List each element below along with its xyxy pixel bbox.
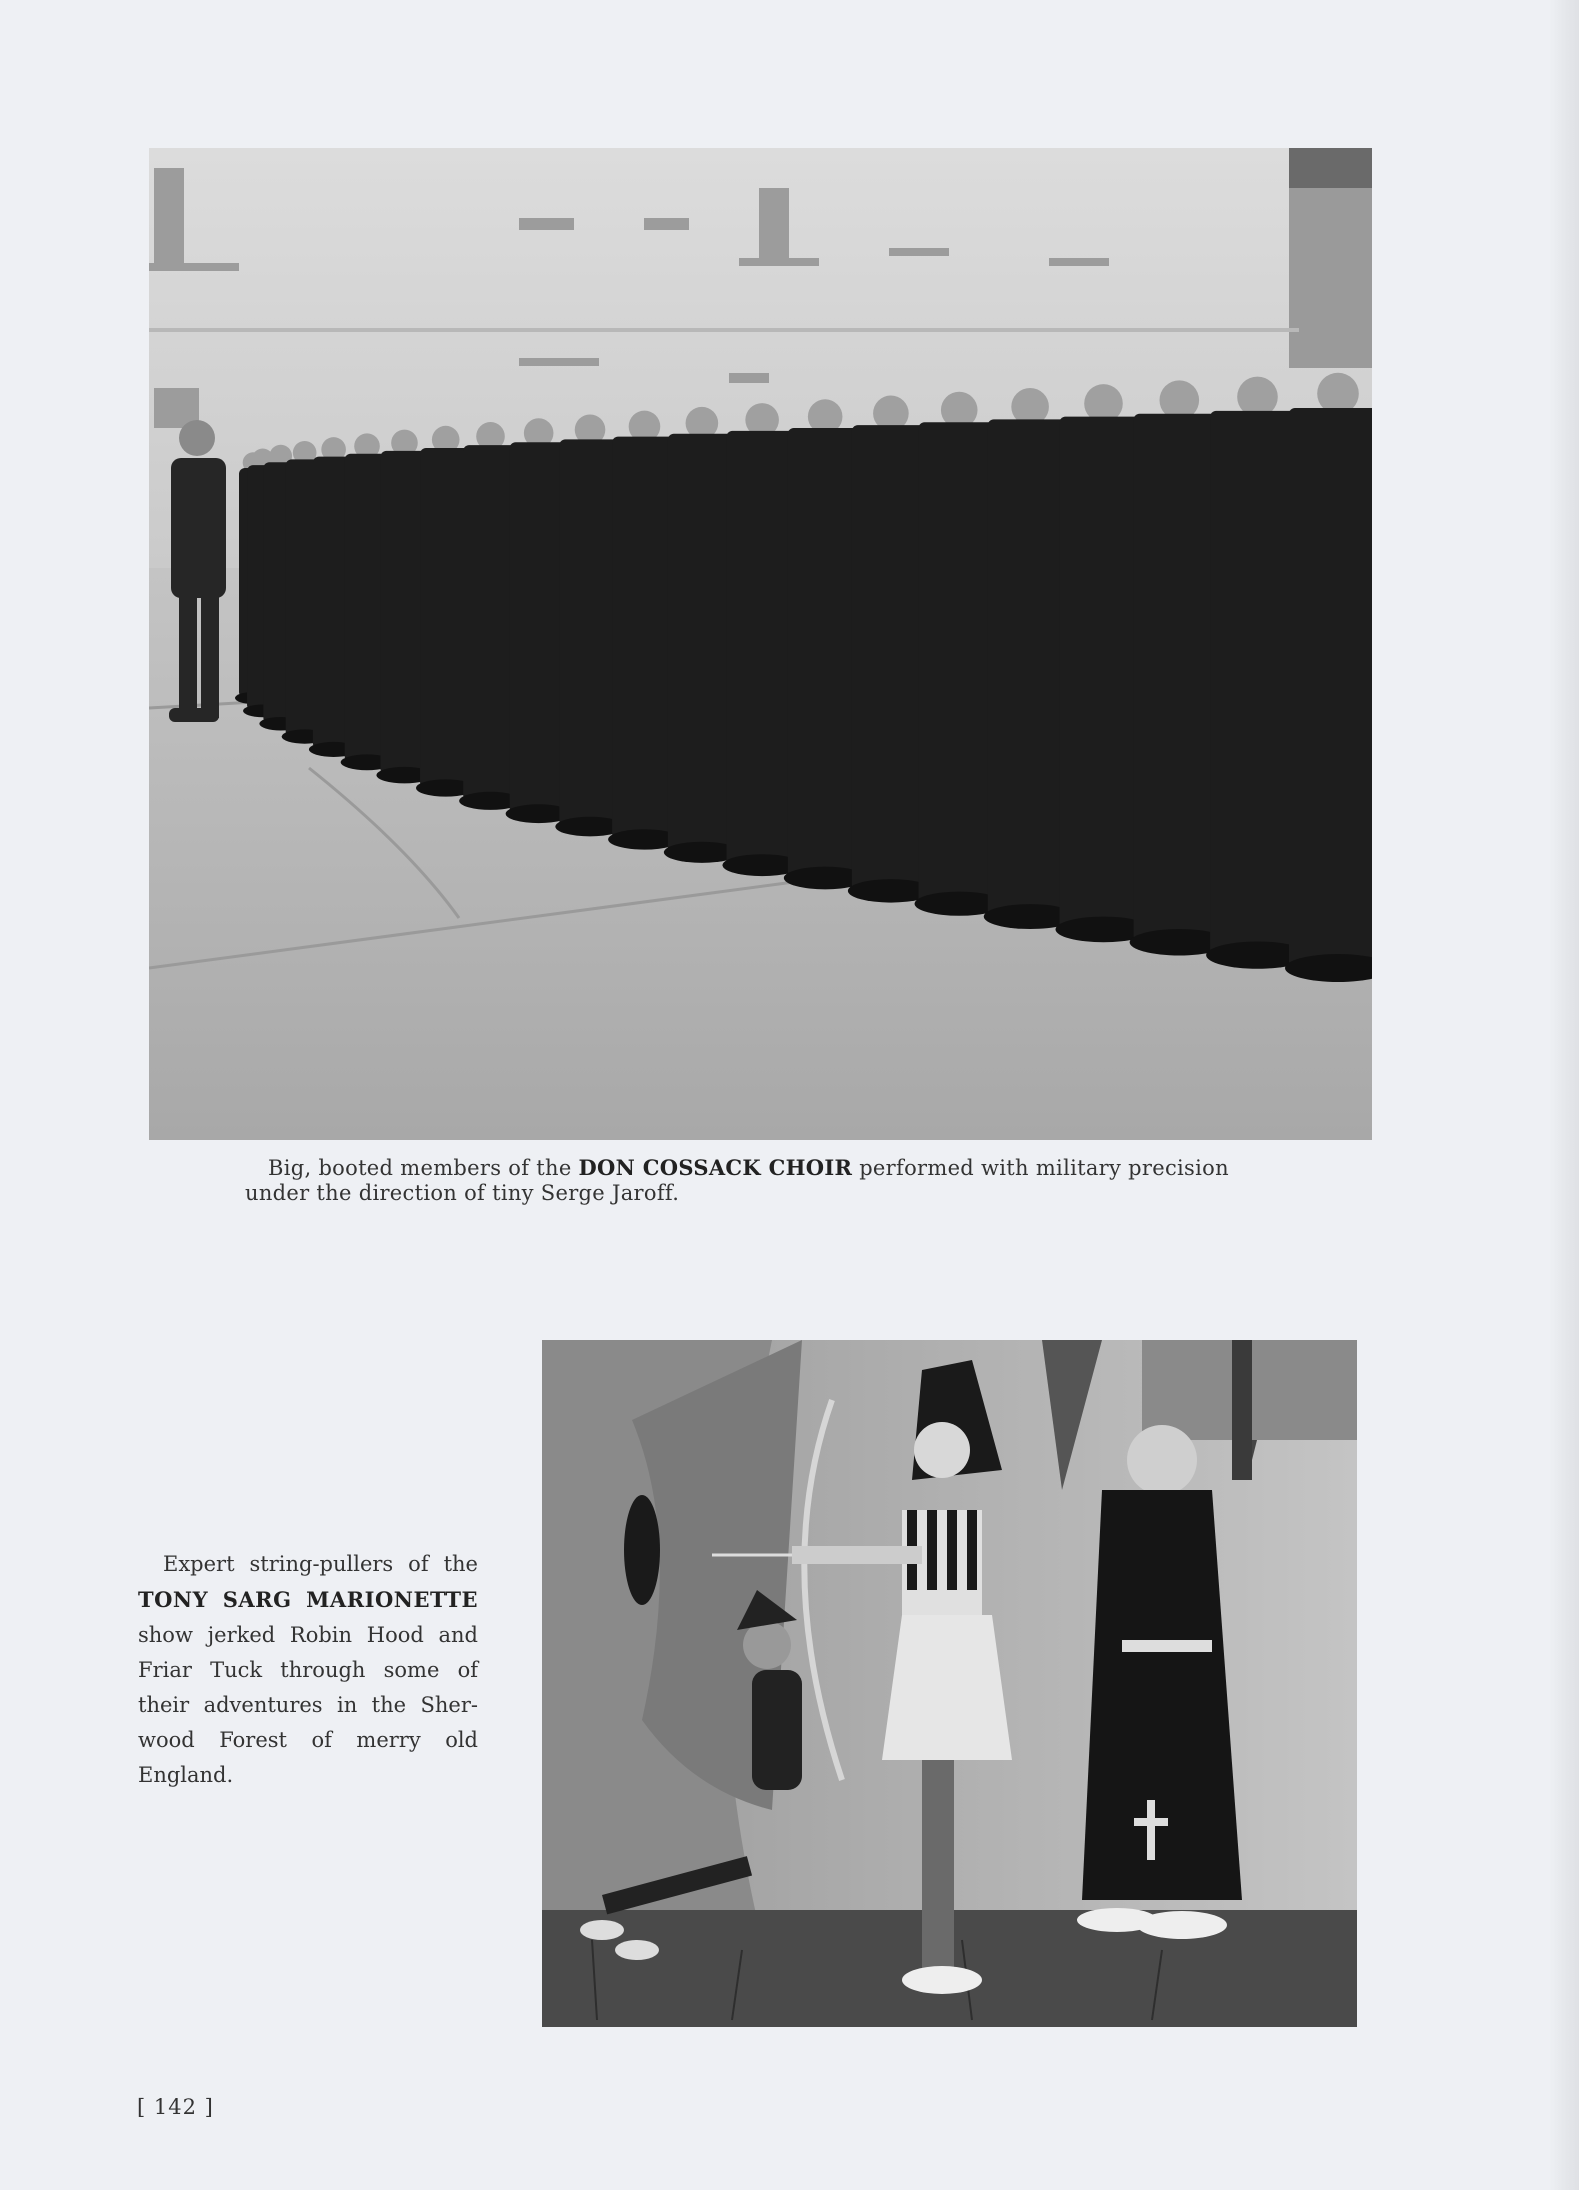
marionette-caption-line: their adventures in the Sher- — [138, 1693, 478, 1717]
choir-photo-icon — [149, 148, 1372, 1140]
choir-photo — [149, 148, 1372, 1140]
marionette-caption-line: wood Forest of merry old — [138, 1728, 478, 1752]
marionette-caption-line: show jerked Robin Hood and — [138, 1623, 478, 1647]
caption-text: Big, booted members of the — [268, 1156, 579, 1180]
marionette-caption-line: Expert string-pullers of the — [163, 1552, 478, 1576]
choir-name: DON COSSACK CHOIR — [578, 1155, 853, 1180]
marionette-name: TONY SARG MARIONETTE — [138, 1587, 478, 1612]
marionette-caption-line: Friar Tuck through some of — [138, 1658, 478, 1682]
marionette-photo-icon — [542, 1340, 1357, 2027]
choir-caption-line1 — [245, 1155, 1265, 1181]
page-number: [ 142 ] — [137, 2095, 214, 2119]
choir-caption — [245, 1155, 1265, 1206]
choir-caption-line2: under the direction of tiny Serge Jaroff. — [245, 1181, 680, 1205]
marionette-photo — [542, 1340, 1357, 2027]
page-edge — [1549, 0, 1579, 2190]
marionette-caption — [138, 1547, 478, 1793]
marionette-caption-line: England. — [138, 1763, 234, 1787]
caption-text: performed with military precision — [852, 1156, 1229, 1180]
